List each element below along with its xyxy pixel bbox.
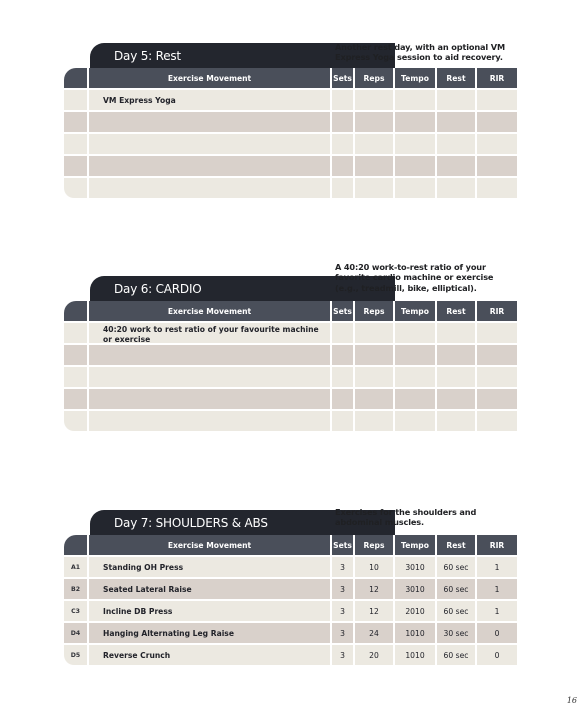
- rir-cell: 1: [477, 601, 517, 621]
- row-id-cell: [64, 178, 87, 198]
- exercise-name-cell: [89, 389, 330, 409]
- tempo-cell: 3010: [395, 579, 435, 599]
- day-5-table: [64, 68, 517, 200]
- tempo-cell: 2010: [395, 601, 435, 621]
- table-row: [64, 134, 517, 156]
- header-rest: Rest: [437, 535, 475, 555]
- sets-cell: [332, 323, 353, 343]
- rir-cell: 1: [477, 579, 517, 599]
- exercise-name-cell: [89, 411, 330, 431]
- row-id-cell: C3: [64, 601, 87, 621]
- sets-cell: 3: [332, 579, 353, 599]
- table-header-row: [64, 301, 517, 323]
- sets-cell: [332, 112, 353, 132]
- header-rir: RIR: [477, 68, 517, 88]
- row-id-cell: A1: [64, 557, 87, 577]
- sets-cell: 3: [332, 645, 353, 665]
- rir-cell: [477, 156, 517, 176]
- table-row: [64, 178, 517, 200]
- header-exercise: Exercise Movement: [89, 535, 330, 555]
- tempo-cell: [395, 134, 435, 154]
- tempo-cell: [395, 389, 435, 409]
- table-row: [64, 645, 517, 667]
- header-tempo: Tempo: [395, 68, 435, 88]
- table-row: [64, 601, 517, 623]
- reps-cell: 10: [355, 557, 393, 577]
- day-7-table: [64, 535, 517, 667]
- tempo-cell: [395, 323, 435, 343]
- sets-cell: 3: [332, 601, 353, 621]
- rest-cell: [437, 389, 475, 409]
- reps-cell: 20: [355, 645, 393, 665]
- rest-cell: [437, 323, 475, 343]
- sets-cell: [332, 134, 353, 154]
- reps-cell: 12: [355, 579, 393, 599]
- table-row: [64, 112, 517, 134]
- table-row: [64, 156, 517, 178]
- exercise-name-cell: Seated Lateral Raise: [89, 579, 330, 599]
- rir-cell: [477, 389, 517, 409]
- rest-cell: [437, 156, 475, 176]
- tempo-cell: [395, 411, 435, 431]
- reps-cell: [355, 389, 393, 409]
- header-sets: Sets: [332, 535, 353, 555]
- day-7-title: Day 7: SHOULDERS & ABS: [90, 510, 395, 535]
- rest-cell: [437, 178, 475, 198]
- table-row: [64, 557, 517, 579]
- day-6-description: A 40:20 work-to-rest ratio of your favorite cardio machine or exercise (e.g., treadmill, bike, elliptical).: [335, 262, 494, 293]
- exercise-name-cell: 40:20 work to rest ratio of your favourite machine or exercise: [89, 323, 330, 343]
- header-exercise: Exercise Movement: [89, 68, 330, 88]
- exercise-name-cell: [89, 367, 330, 387]
- header-rest: Rest: [437, 68, 475, 88]
- rest-cell: [437, 134, 475, 154]
- page-number: 16: [566, 696, 577, 705]
- sets-cell: [332, 367, 353, 387]
- table-header-row: [64, 68, 517, 90]
- rir-cell: [477, 134, 517, 154]
- exercise-name-cell: [89, 112, 330, 132]
- tempo-cell: 3010: [395, 557, 435, 577]
- header-tempo: Tempo: [395, 301, 435, 321]
- rir-cell: [477, 345, 517, 365]
- rest-cell: [437, 112, 475, 132]
- header-sets: Sets: [332, 301, 353, 321]
- table-row: [64, 90, 517, 112]
- tempo-cell: 1010: [395, 645, 435, 665]
- tempo-cell: [395, 112, 435, 132]
- reps-cell: [355, 367, 393, 387]
- day-6-title: Day 6: CARDIO: [90, 276, 395, 301]
- tempo-cell: [395, 178, 435, 198]
- header-tempo: Tempo: [395, 535, 435, 555]
- table-row: [64, 579, 517, 601]
- row-id-cell: B2: [64, 579, 87, 599]
- exercise-name-cell: VM Express Yoga: [89, 90, 330, 110]
- exercise-name-cell: [89, 345, 330, 365]
- rir-cell: [477, 323, 517, 343]
- tempo-cell: [395, 345, 435, 365]
- header-rir: RIR: [477, 535, 517, 555]
- exercise-name-cell: [89, 156, 330, 176]
- row-id-cell: [64, 323, 87, 343]
- reps-cell: [355, 323, 393, 343]
- header-index-cell: [64, 535, 87, 555]
- tempo-cell: [395, 90, 435, 110]
- reps-cell: 12: [355, 601, 393, 621]
- reps-cell: [355, 90, 393, 110]
- header-reps: Reps: [355, 301, 393, 321]
- rest-cell: [437, 90, 475, 110]
- sets-cell: [332, 411, 353, 431]
- header-rest: Rest: [437, 301, 475, 321]
- table-row: [64, 389, 517, 411]
- reps-cell: [355, 112, 393, 132]
- sets-cell: [332, 178, 353, 198]
- sets-cell: 3: [332, 557, 353, 577]
- row-id-cell: [64, 156, 87, 176]
- row-id-cell: D4: [64, 623, 87, 643]
- sets-cell: [332, 90, 353, 110]
- row-id-cell: [64, 367, 87, 387]
- header-exercise: Exercise Movement: [89, 301, 330, 321]
- header-reps: Reps: [355, 535, 393, 555]
- header-sets: Sets: [332, 68, 353, 88]
- tempo-cell: [395, 367, 435, 387]
- rest-cell: 30 sec: [437, 623, 475, 643]
- rest-cell: [437, 345, 475, 365]
- sets-cell: [332, 389, 353, 409]
- day-5-description: Another rest day, with an optional VM Express Yoga session to aid recovery.: [335, 42, 505, 63]
- exercise-name-cell: Reverse Crunch: [89, 645, 330, 665]
- table-row: [64, 367, 517, 389]
- rir-cell: [477, 411, 517, 431]
- reps-cell: [355, 134, 393, 154]
- header-rir: RIR: [477, 301, 517, 321]
- header-index-cell: [64, 68, 87, 88]
- rir-cell: 1: [477, 557, 517, 577]
- rir-cell: [477, 178, 517, 198]
- exercise-name-cell: Hanging Alternating Leg Raise: [89, 623, 330, 643]
- reps-cell: [355, 156, 393, 176]
- rir-cell: [477, 367, 517, 387]
- row-id-cell: [64, 345, 87, 365]
- row-id-cell: [64, 389, 87, 409]
- row-id-cell: [64, 134, 87, 154]
- exercise-name-cell: Incline DB Press: [89, 601, 330, 621]
- sets-cell: [332, 156, 353, 176]
- row-id-cell: [64, 90, 87, 110]
- row-id-cell: [64, 112, 87, 132]
- tempo-cell: 1010: [395, 623, 435, 643]
- row-id-cell: D5: [64, 645, 87, 665]
- exercise-name-cell: Standing OH Press: [89, 557, 330, 577]
- table-row: [64, 623, 517, 645]
- table-row: [64, 411, 517, 433]
- reps-cell: [355, 345, 393, 365]
- rest-cell: 60 sec: [437, 579, 475, 599]
- row-id-cell: [64, 411, 87, 431]
- rir-cell: 0: [477, 623, 517, 643]
- rest-cell: [437, 411, 475, 431]
- reps-cell: [355, 411, 393, 431]
- header-index-cell: [64, 301, 87, 321]
- table-row: [64, 345, 517, 367]
- exercise-name-cell: [89, 178, 330, 198]
- day-6-table: [64, 301, 517, 433]
- rest-cell: [437, 367, 475, 387]
- rest-cell: 60 sec: [437, 645, 475, 665]
- reps-cell: 24: [355, 623, 393, 643]
- tempo-cell: [395, 156, 435, 176]
- rir-cell: [477, 112, 517, 132]
- table-row: [64, 323, 517, 345]
- rest-cell: 60 sec: [437, 601, 475, 621]
- day-7-description: Exercises for the shoulders and abdominal muscles.: [335, 507, 477, 528]
- header-reps: Reps: [355, 68, 393, 88]
- rest-cell: 60 sec: [437, 557, 475, 577]
- sets-cell: 3: [332, 623, 353, 643]
- rir-cell: [477, 90, 517, 110]
- rir-cell: 0: [477, 645, 517, 665]
- sets-cell: [332, 345, 353, 365]
- day-5-title: Day 5: Rest: [90, 43, 395, 68]
- exercise-name-cell: [89, 134, 330, 154]
- reps-cell: [355, 178, 393, 198]
- table-header-row: [64, 535, 517, 557]
